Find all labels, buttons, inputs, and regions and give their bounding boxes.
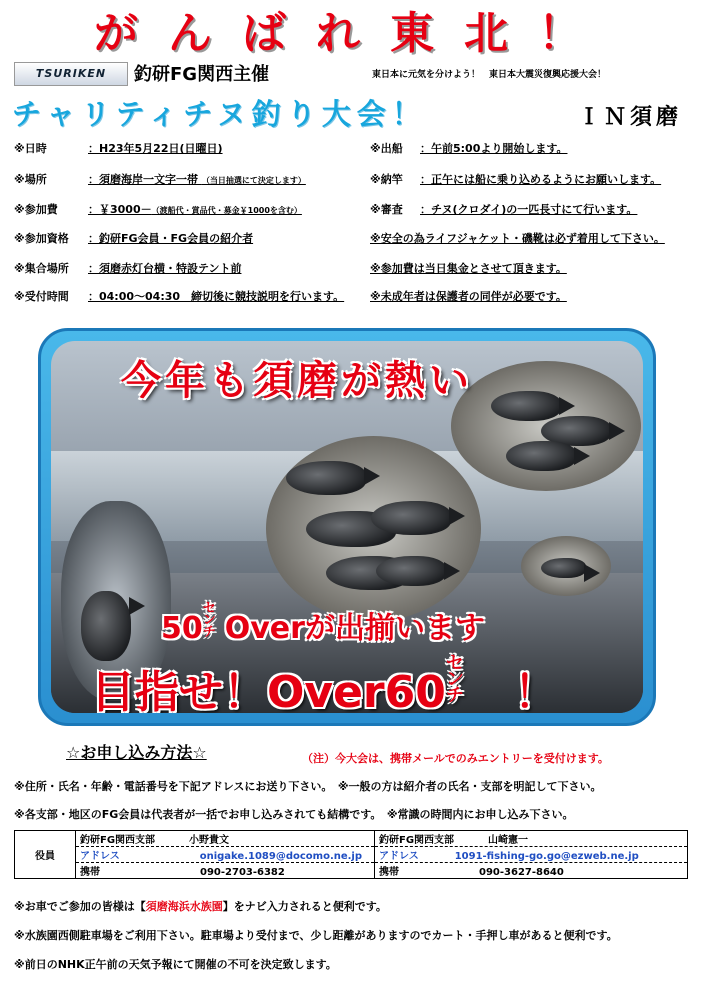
event-title: チャリティチヌ釣り大会！ [12,97,427,131]
detail-safety: ※安全の為ライフジャケット・磯靴は必ず着用して下さい。 [370,232,665,245]
detail-departure: ※出船 ：午前5:00より開始します。 [370,142,568,155]
detail-place: ※場所 ：須磨海岸一文字一帯 （当日抽選にて決定します） [14,173,306,186]
tsuriken-logo: TSURIKEN [14,62,128,86]
footer-line-3: ※前日のNHK正午前の天気予報にて開催の不可を決定致します。 [14,958,337,971]
contact-right-email: アドレス 1091-fishing-go.go@ezweb.ne.jp [375,847,688,863]
angler-small-photo [521,536,611,596]
contact-role: 役員 [15,831,76,879]
slogan: 東日本に元気を分けよう！ 東日本大震災復興応援大会！ [372,70,607,80]
footer-line-1: ※お車でご参加の皆様は【須磨海浜水族園】をナビ入力されると便利です。 [14,900,387,913]
detail-reception-time: ※受付時間 ：04:00～04:30 締切後に競技説明を行います。 [14,290,345,303]
detail-date: ※日時 ：H23年5月22日(日曜日) [14,142,223,155]
banner-photo-collage [51,341,643,713]
banner-aim: 目指せ！Over60センチ ！ [91,653,558,713]
contact-left-phone: 携帯 090-2703-6382 [76,863,375,879]
promo-banner [38,328,656,726]
main-title: がんばれ東北！ [94,8,612,59]
detail-minors: ※未成年者は保護者の同伴が必要です。 [370,290,567,303]
footer-line-2: ※水族園西側駐車場をご利用下さい。駐車場より受付まで、少し距離がありますのでカート・手押し車があると便利です。 [14,929,618,942]
detail-fee: ※参加費 ：￥3000－（渡船代・賞品代・募金￥1000を含む） [14,203,302,216]
location-tag: ＩＮ須磨 [578,105,683,130]
apply-line-1: ※住所・氏名・年齢・電話番号を下記アドレスにお送り下さい。 ※一般の方は紹介者の氏名・支部を明記して下さい。 [14,780,602,793]
banner-headline: 今年も須磨が熱い [121,357,473,404]
detail-eligibility: ※参加資格 ：釣研FG会員・FG会員の紹介者 [14,232,254,245]
fish-catch-photo [451,361,641,491]
contact-right-branch: 釣研FG関西支部 山崎憲一 [375,831,688,847]
apply-line-2: ※各支部・地区のFG会員は代表者が一括でお申し込みされても結構です。 ※常識の時間内にお申し込み下さい。 [14,808,574,821]
right-email-link[interactable]: 1091-fishing-go.go@ezweb.ne.jp [454,851,639,862]
detail-payment: ※参加費は当日集金とさせて頂きます。 [370,262,567,275]
contact-table [14,830,688,879]
detail-judging: ※審査 ：チヌ(クロダイ)の一匹長寸にて行います。 [370,203,638,216]
apply-title: ☆お申し込み方法☆ [66,743,207,762]
apply-note: （注）今大会は、携帯メールでのみエントリーを受付けます。 [302,752,609,765]
contact-left-email: アドレス onigake.1089@docomo.ne.jp [76,847,375,863]
left-email-link[interactable]: onigake.1089@docomo.ne.jp [199,851,363,862]
host-label: 釣研FG関西主催 [134,64,270,85]
contact-right-phone: 携帯 090-3627-8640 [375,863,688,879]
contact-left-branch: 釣研FG関西支部 小野貴文 [76,831,375,847]
detail-meeting-place: ※集合場所 ：須磨赤灯台横・特設テント前 [14,262,242,275]
detail-finish: ※納竿 ：正午には船に乗り込めるようにお願いします。 [370,173,662,186]
fish-pile-photo [266,436,481,621]
banner-subheadline: 50センチ Overが出揃います [161,601,485,646]
